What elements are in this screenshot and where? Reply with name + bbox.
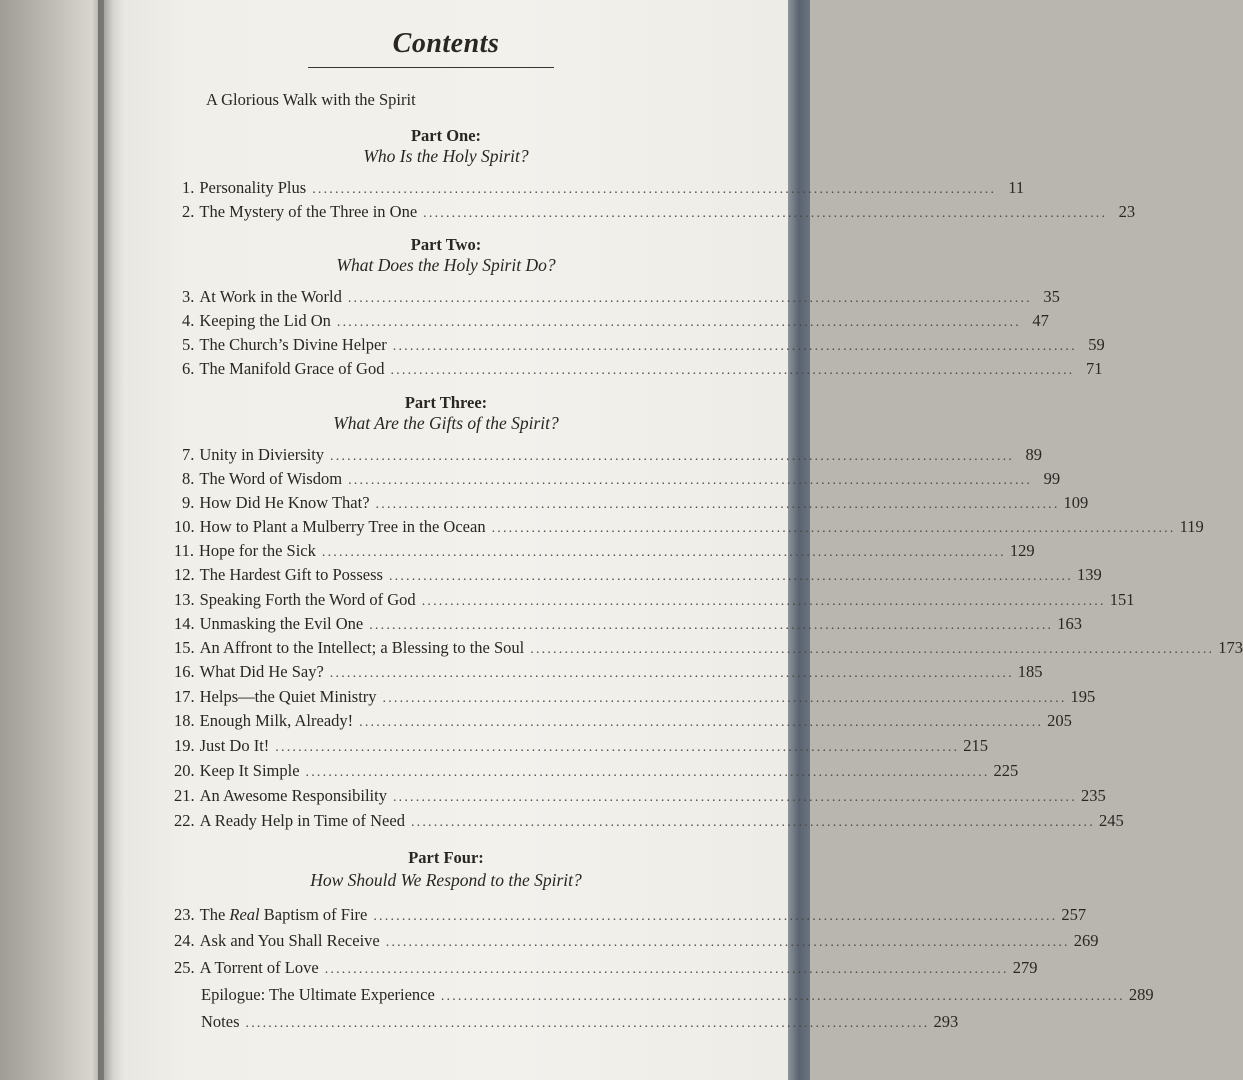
- toc-entry: 5. The Church’s Divine Helper ........................................................................................................................ 59: [182, 335, 1105, 354]
- toc-entry: 12. The Hardest Gift to Possess ........................................................................................................................ 139: [174, 565, 1102, 584]
- toc-entry: 1. Personality Plus ........................................................................................................................ 11: [182, 178, 1025, 197]
- toc-entry: 16. What Did He Say? ........................................................................................................................ 185: [174, 662, 1043, 681]
- part-one-subtitle: Who Is the Holy Spirit?: [363, 146, 529, 166]
- toc-entry: 22. A Ready Help in Time of Need ........................................................................................................................ 245: [174, 811, 1124, 830]
- toc-entry: 24. Ask and You Shall Receive ........................................................................................................................ 269: [174, 931, 1099, 950]
- part-three-label: Part Three:: [404, 393, 488, 412]
- toc-entry: 21. An Awesome Responsibility ........................................................................................................................ 235: [174, 786, 1106, 805]
- contents-page: [104, 0, 1243, 1080]
- toc-entry: 17. Helps—the Quiet Ministry ........................................................................................................................ 195: [174, 687, 1096, 706]
- toc-entry: 6. The Manifold Grace of God ........................................................................................................................ 71: [182, 359, 1103, 378]
- part-two-label: Part Two:: [410, 235, 482, 254]
- toc-entry: 11. Hope for the Sick ........................................................................................................................ 129: [174, 541, 1035, 560]
- toc-entry: 25. A Torrent of Love ........................................................................................................................ 279: [174, 958, 1038, 977]
- toc-entry: 10. How to Plant a Mulberry Tree in the Ocean ........................................................................................................................ 119: [174, 517, 1204, 536]
- toc-entry: 7. Unity in Diviersity ........................................................................................................................ 89: [182, 445, 1043, 464]
- toc-entry: 14. Unmasking the Evil One ........................................................................................................................ 163: [174, 614, 1082, 633]
- page-title: Contents: [392, 28, 500, 59]
- toc-entry: 23. The Real Baptism of Fire ........................................................................................................................ 257: [174, 905, 1087, 924]
- toc-entry: 18. Enough Milk, Already! ........................................................................................................................ 205: [174, 711, 1072, 730]
- part-four-label: Part Four:: [408, 848, 484, 867]
- toc-entry: 2. The Mystery of the Three in One ........................................................................................................................ 23: [182, 202, 1136, 221]
- title-rule: [308, 67, 554, 68]
- part-two-subtitle: What Does the Holy Spirit Do?: [336, 255, 556, 275]
- part-one-label: Part One:: [410, 126, 482, 145]
- toc-entry: 4. Keeping the Lid On ........................................................................................................................ 47: [182, 311, 1049, 330]
- toc-entry: 13. Speaking Forth the Word of God ........................................................................................................................ 151: [174, 590, 1135, 609]
- part-four-subtitle: How Should We Respond to the Spirit?: [310, 870, 582, 890]
- part-three-subtitle: What Are the Gifts of the Spirit?: [333, 413, 559, 433]
- toc-entry: 20. Keep It Simple ........................................................................................................................ 225: [174, 761, 1019, 780]
- toc-entry: 9. How Did He Know That? ........................................................................................................................ 109: [182, 493, 1089, 512]
- toc-entry: 19. Just Do It! ........................................................................................................................ 215: [174, 736, 989, 755]
- book-gutter-shadow: [98, 0, 124, 1080]
- facing-page: [0, 0, 108, 1080]
- toc-notes: Notes ........................................................................................................................ 293: [201, 1012, 959, 1031]
- toc-epilogue: Epilogue: The Ultimate Experience ........................................................................................................................ 289: [201, 985, 1154, 1004]
- toc-entry: 3. At Work in the World ........................................................................................................................ 35: [182, 287, 1060, 306]
- intro-entry: A Glorious Walk with the Spirit: [206, 90, 416, 109]
- toc-entry: 15. An Affront to the Intellect; a Blessing to the Soul ........................................................................................................................ 173: [174, 638, 1243, 657]
- toc-entry: 8. The Word of Wisdom ........................................................................................................................ 99: [182, 469, 1061, 488]
